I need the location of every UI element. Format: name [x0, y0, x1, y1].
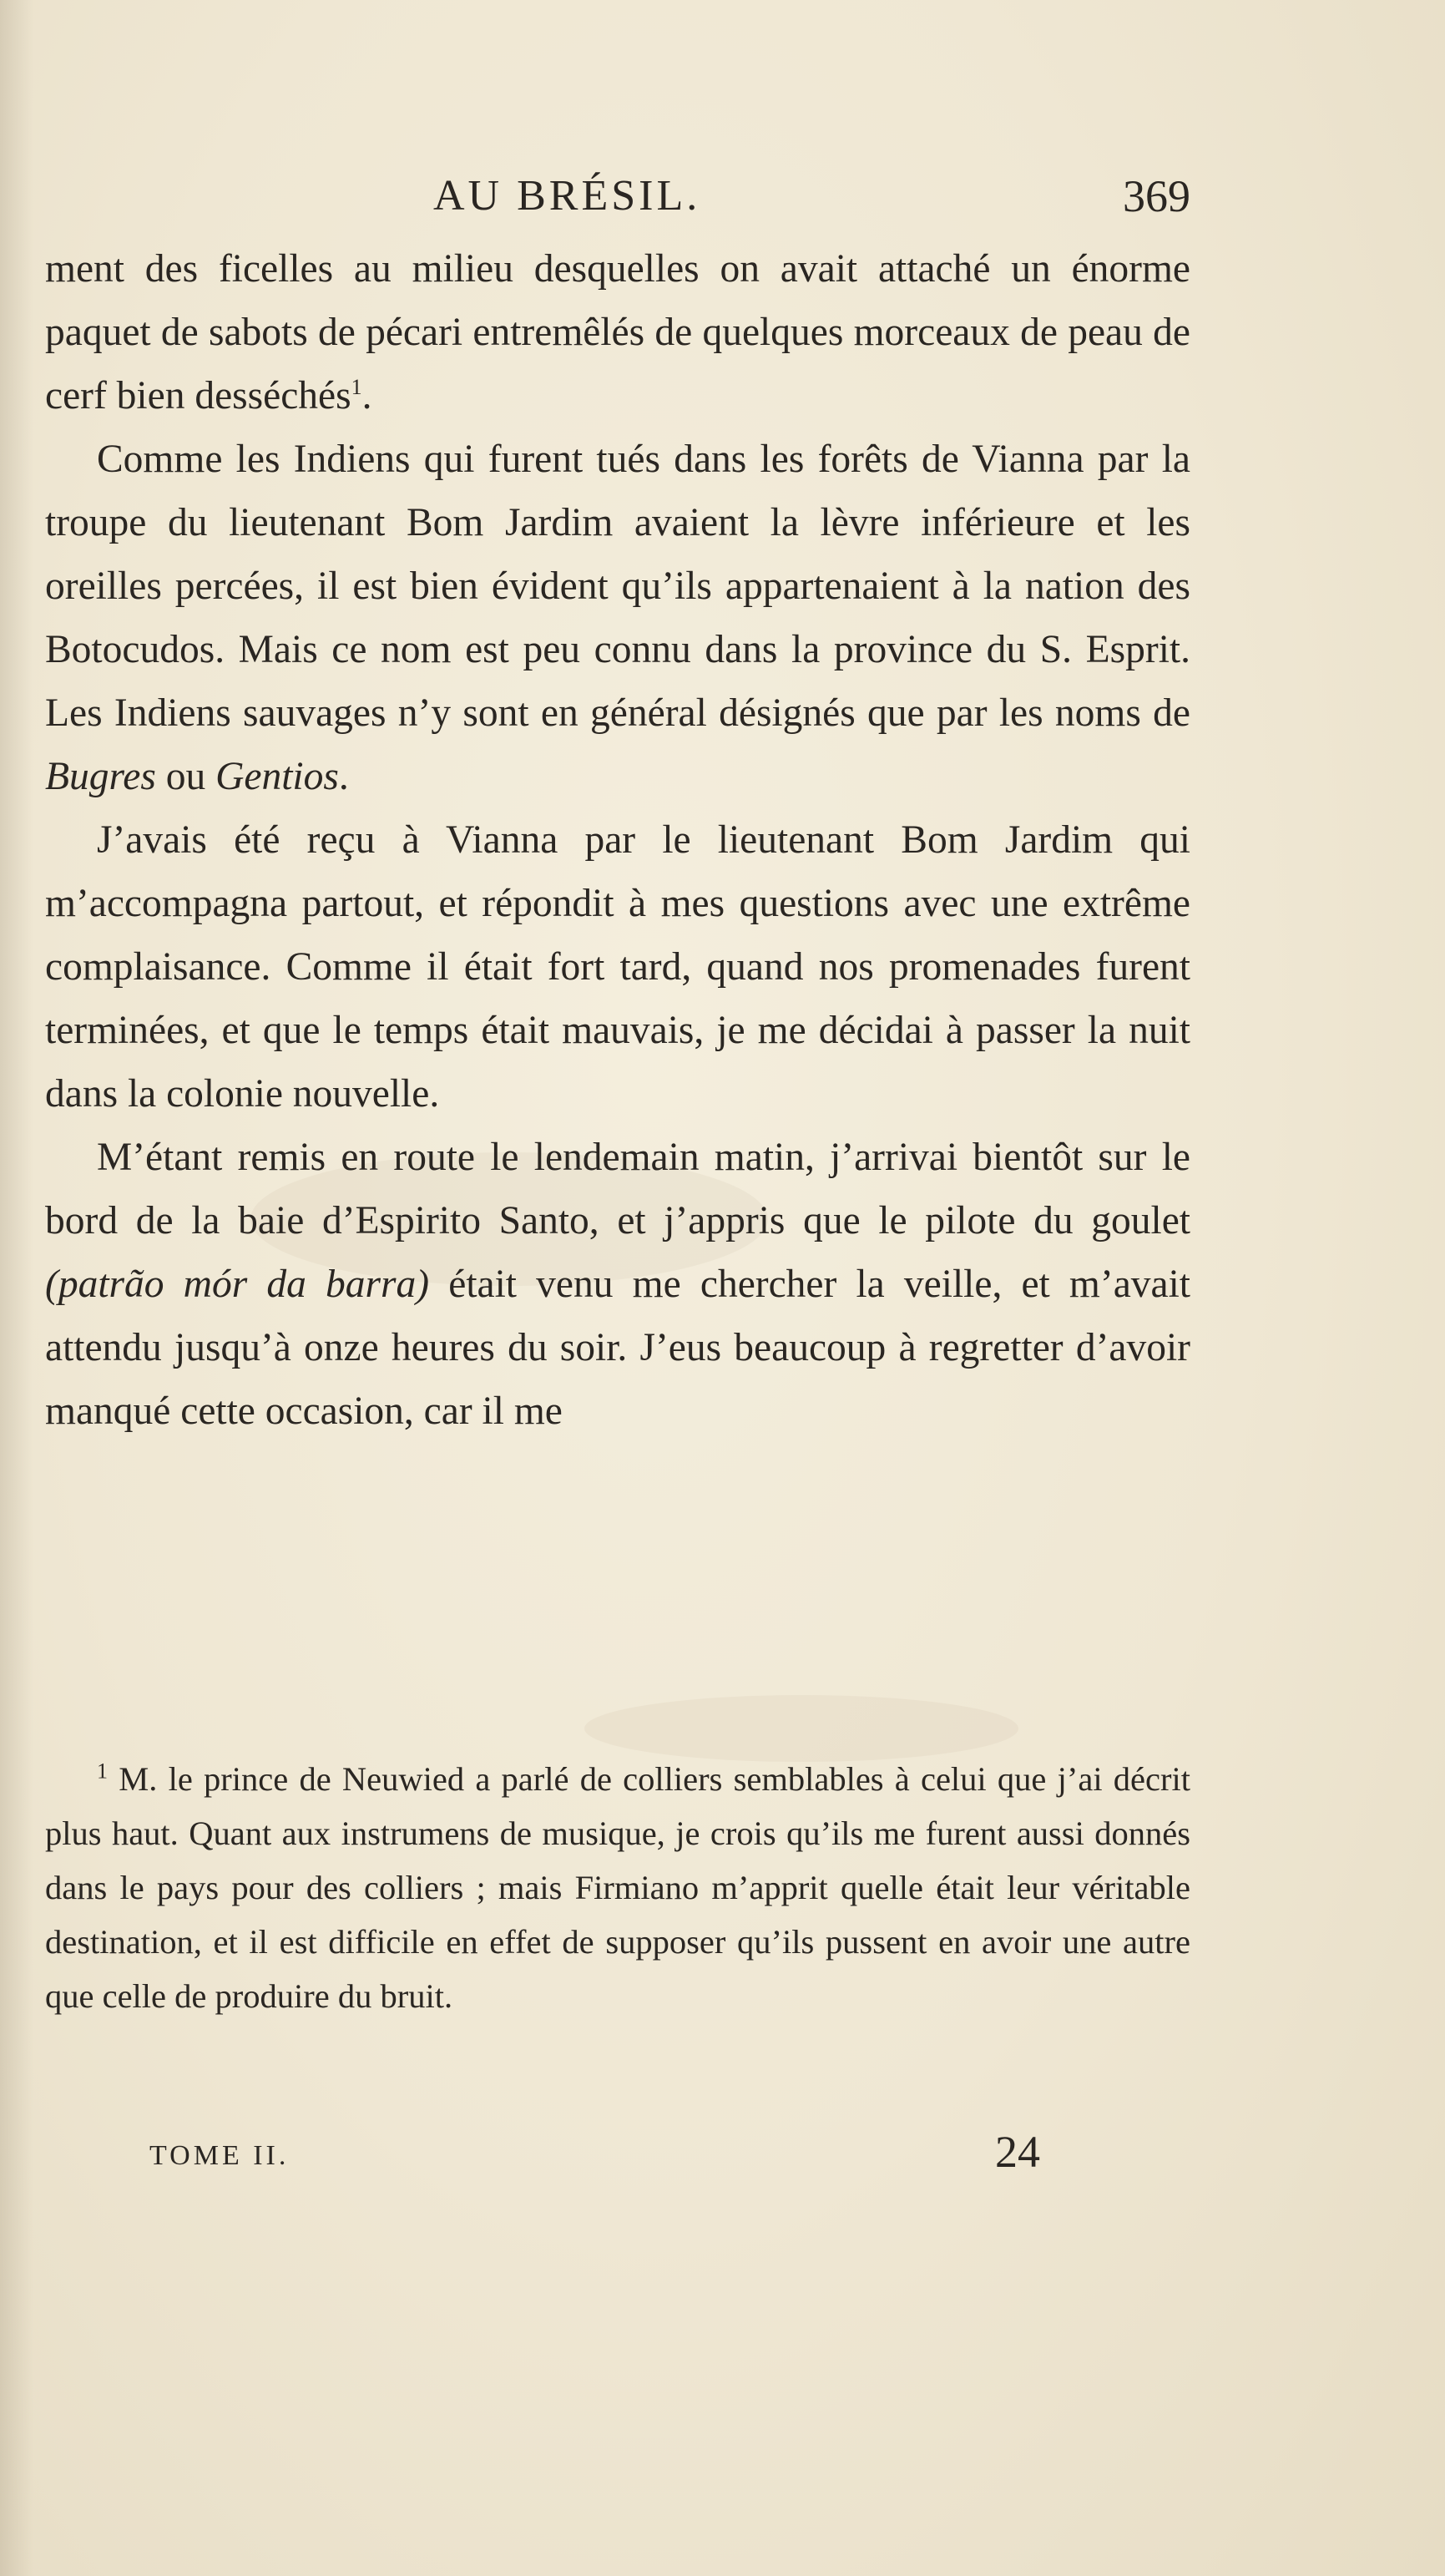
running-head: AU BRÉSIL.	[433, 172, 701, 220]
paragraph-text: ment des ficelles au milieu desquelles on avait attaché un énorme paquet de sabots de pécari entremêlés de quelques morceaux de peau de cerf bien desséchés	[45, 247, 1190, 418]
paragraph-text: Comme les Indiens qui furent tués dans les forêts de Vianna par la troupe du lieutenant Bom Jardim avaient la lèvre inférieure et les oreilles percées, il est bien évident qu’ils appartenaient à la nation des Botocudos. Mais ce nom est peu connu dans la province du S. Esprit. Les Indiens sauvages n’y sont en général désignés que par les noms de	[45, 438, 1190, 735]
paragraph	[45, 1126, 1190, 1443]
main-text	[45, 237, 1190, 1443]
paragraph	[45, 808, 1190, 1126]
paragraph-text: J’avais été reçu à Vianna par le lieutenant Bom Jardim qui m’accompagna partout, et répondit à mes questions avec une extrême complaisance. Comme il était fort tard, quand nos promenades furent terminées, et que le temps était mauvais, je me décidai à passer la nuit dans la colonie nouvelle.	[45, 818, 1190, 1116]
italic-term: Bugres	[45, 755, 156, 798]
footnote	[45, 1752, 1190, 2023]
paragraph-text: M’étant remis en route le lendemain matin, j’arrivai bientôt sur le bord de la baie d’Espirito Santo, et j’appris que le pilote du goulet	[45, 1136, 1190, 1242]
page-header	[45, 167, 1190, 225]
footnotes	[45, 1752, 1190, 2023]
italic-term: Gentios	[215, 755, 339, 798]
paragraph	[45, 237, 1190, 428]
paragraph-text: .	[361, 374, 372, 418]
signature-mark: TOME II.	[149, 2140, 290, 2171]
gathering-number: 24	[995, 2127, 1040, 2177]
page-footer	[45, 2127, 1190, 2181]
paragraph-text: .	[338, 755, 349, 798]
italic-term: (patrão mór da barra)	[45, 1263, 430, 1306]
footnote-text: M. le prince de Neuwied a parlé de colliers semblables à celui que j’ai décrit plus haut. Quant aux instrumens de musique, je crois qu’ils me furent aussi donnés dans le pays pour des colliers ; mais Firmiano m’apprit quelle était leur véritable destination, et il est difficile en effet de supposer qu’ils pussent en avoir une autre que celle de produire du bruit.	[45, 1760, 1191, 2015]
page-gutter-shadow	[0, 0, 33, 2576]
paragraph	[45, 428, 1190, 808]
footnote-marker: 1	[97, 1759, 108, 1784]
paragraph-text: était venu me chercher la veille, et m’avait attendu jusqu’à onze heures du soir. J’eus beaucoup à regretter d’avoir manqué cette occasion, car il me	[45, 1263, 1190, 1433]
footnote-reference: 1	[351, 375, 362, 400]
page-number: 369	[1123, 171, 1190, 221]
paragraph-text: ou	[155, 755, 216, 798]
